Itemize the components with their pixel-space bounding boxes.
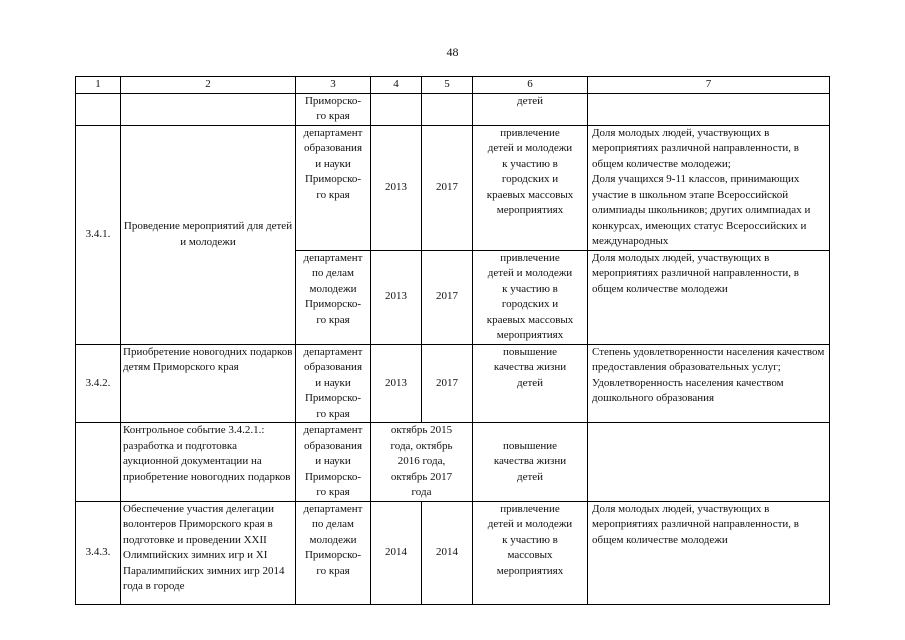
number-cell: 3.4.1. — [76, 125, 121, 344]
dept-cell: департамент образования и науки Приморско- го края — [296, 344, 371, 423]
result-cell: повышение качества жизни детей — [473, 423, 588, 502]
table-row — [76, 125, 830, 250]
dept-cell: департамент образования и науки Приморско- го края — [296, 423, 371, 502]
name-cell: Контрольное событие 3.4.2.1.: разработка и подготовка аукционной документации на приобретение новогодних подарков — [121, 423, 296, 502]
result-cell: повышение качества жизни детей — [473, 344, 588, 423]
start-year-cell: 2013 — [371, 344, 422, 423]
header-cell: 2 — [121, 77, 296, 94]
header-cell: 6 — [473, 77, 588, 94]
name-cell: Проведение мероприятий для детей и молодежи — [121, 125, 296, 344]
result-cell: привлечение детей и молодежи к участию в городских и краевых массовых мероприятиях — [473, 125, 588, 250]
dept-cell: департамент по делам молодежи Приморско- го края — [296, 501, 371, 604]
indicator-cell: Доля молодых людей, участвующих в мероприятиях различной направленности, в общем количестве молодежи — [588, 250, 830, 344]
end-year-cell: 2017 — [422, 125, 473, 250]
start-year-cell: 2013 — [371, 250, 422, 344]
dept-cell: Приморско- го края — [296, 93, 371, 125]
table-row — [76, 344, 830, 423]
start-year-cell: 2014 — [371, 501, 422, 604]
name-cell: Обеспечение участия делегации волонтеров Приморского края в подготовке и проведении XXII Олимпийских зимних игр и XI Паралимпийских зимних игр 2014 года в городе — [121, 501, 296, 604]
page-number: 48 — [446, 45, 459, 59]
name-cell: Приобретение новогодних подарков детям Приморского края — [121, 344, 296, 423]
result-cell: привлечение детей и молодежи к участию в городских и краевых массовых мероприятиях — [473, 250, 588, 344]
start-year-cell — [371, 93, 422, 125]
name-cell — [121, 93, 296, 125]
result-cell: привлечение детей и молодежи к участию в массовых мероприятиях — [473, 501, 588, 604]
indicator-cell: Степень удовлетворенности населения качеством предоставления образовательных услуг; Удовлетворенность населения качеством дошкольного образования — [588, 344, 830, 423]
table-row — [76, 501, 830, 604]
indicator-cell: Доля молодых людей, участвующих в мероприятиях различной направленности, в общем количестве молодежи; Доля учащихся 9-11 классов, принимающих участие в школьном этапе Всероссийской олимпиады школьников; других олимпиадах и конкурсах, имеющих статус Всероссийских и международных — [588, 125, 830, 250]
result-cell: детей — [473, 93, 588, 125]
header-cell: 4 — [371, 77, 422, 94]
measures-table — [75, 76, 830, 605]
header-row — [76, 77, 830, 94]
number-cell: 3.4.3. — [76, 501, 121, 604]
indicator-cell — [588, 93, 830, 125]
table-row — [76, 93, 830, 125]
header-cell: 1 — [76, 77, 121, 94]
header-cell: 3 — [296, 77, 371, 94]
dates-cell: октябрь 2015 года, октябрь 2016 года, октябрь 2017 года — [371, 423, 473, 502]
end-year-cell — [422, 93, 473, 125]
dept-cell: департамент по делам молодежи Приморско- го края — [296, 250, 371, 344]
number-cell: 3.4.2. — [76, 344, 121, 423]
end-year-cell: 2017 — [422, 250, 473, 344]
number-cell — [76, 423, 121, 502]
header-cell: 5 — [422, 77, 473, 94]
number-cell — [76, 93, 121, 125]
table-row — [76, 423, 830, 502]
indicator-cell — [588, 423, 830, 502]
start-year-cell: 2013 — [371, 125, 422, 250]
dept-cell: департамент образования и науки Приморско- го края — [296, 125, 371, 250]
indicator-cell: Доля молодых людей, участвующих в мероприятиях различной направленности, в общем количестве молодежи — [588, 501, 830, 604]
header-cell: 7 — [588, 77, 830, 94]
end-year-cell: 2017 — [422, 344, 473, 423]
end-year-cell: 2014 — [422, 501, 473, 604]
